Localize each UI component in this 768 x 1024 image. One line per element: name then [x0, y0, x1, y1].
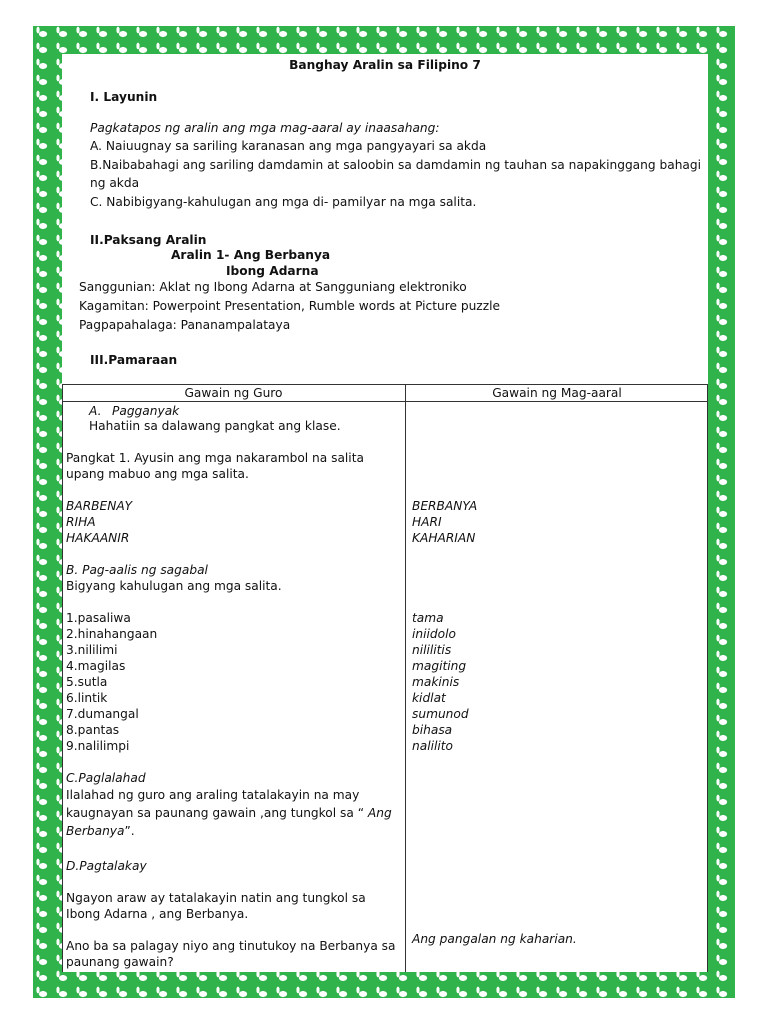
student-answer: Ang pangalan ng kaharian.	[412, 932, 577, 946]
vocab-word: 7.dumangal	[66, 707, 139, 721]
vocab-meaning: magiting	[412, 659, 467, 673]
document-page	[62, 54, 708, 972]
document-title: Banghay Aralin sa Filipino 7	[289, 58, 481, 72]
section-paksang-aralin-heading: II.Paksang Aralin	[90, 233, 207, 247]
pagtalakay-heading: D.Pagtalakay	[66, 859, 147, 873]
unscrambled-word: BERBANYA	[412, 499, 478, 513]
pagganyak-letter: A.	[89, 404, 102, 418]
table-column-divider	[405, 384, 406, 972]
column-header-student: Gawain ng Mag-aaral	[492, 386, 622, 400]
pangkat-line2: upang mabuo ang mga salita.	[66, 467, 249, 481]
ilalahad-line2-text: kaugnayan sa paunang gawain ,ang tungkol sa “	[66, 806, 365, 820]
vocab-word: 6.lintik	[66, 691, 108, 705]
ngayon-line1: Ngayon araw ay tatalakayin natin ang tungkol sa	[66, 891, 366, 905]
vocab-meaning: nalilito	[412, 739, 453, 753]
vocab-word: 3.nililimi	[66, 643, 118, 657]
objective-b-line2: ng akda	[90, 176, 140, 190]
vocab-meaning: kidlat	[412, 691, 446, 705]
sanggunian-line: Sanggunian: Aklat ng Ibong Adarna at Sangguniang elektroniko	[79, 280, 467, 294]
scrambled-word: BARBENAY	[66, 499, 133, 513]
vocab-meaning: tama	[412, 611, 444, 625]
hatiin-line: Hahatiin sa dalawang pangkat ang klase.	[89, 419, 341, 433]
vocab-meaning: bihasa	[412, 723, 453, 737]
vocab-word: 5.sutla	[66, 675, 108, 689]
vocab-word: 8.pantas	[66, 723, 120, 737]
kagamitan-line: Kagamitan: Powerpoint Presentation, Rumble words at Picture puzzle	[79, 299, 500, 313]
ilalahad-end: ”.	[124, 824, 135, 838]
vocab-word: 9.nalilimpi	[66, 739, 130, 753]
table-right-border	[707, 384, 708, 972]
table-left-border	[62, 384, 63, 972]
lesson-title: Aralin 1- Ang Berbanya	[171, 248, 331, 262]
vocab-word: 4.magilas	[66, 659, 126, 673]
objective-a: A. Naiuugnay sa sariling karanasan ang mga pangyayari sa akda	[90, 139, 487, 153]
ilalahad-line1: Ilalahad ng guro ang araling tatalakayin na may	[66, 788, 360, 802]
ilalahad-italic-b: Berbanya	[66, 824, 125, 838]
ilalahad-line2	[66, 805, 392, 821]
ngayon-line2: Ibong Adarna , ang Berbanya.	[66, 907, 249, 921]
pag-aalis-heading: B. Pag-aalis ng sagabal	[66, 563, 208, 577]
unscrambled-word: HARI	[412, 515, 442, 529]
ilalahad-italic-a: Ang	[367, 806, 392, 820]
objective-c: C. Nabibigyang-kahulugan ang mga di- pamilyar na mga salita.	[90, 195, 477, 209]
ilalahad-line3	[66, 823, 135, 839]
section-layunin-heading: I. Layunin	[90, 90, 158, 104]
ano-line2: paunang gawain?	[66, 955, 174, 969]
table-header-border	[62, 401, 708, 402]
vocab-word: 2.hinahangaan	[66, 627, 158, 641]
scrambled-word: HAKAANIR	[66, 531, 130, 545]
column-header-teacher: Gawain ng Guro	[184, 386, 283, 400]
ano-line1: Ano ba sa palagay niyo ang tinutukoy na Berbanya sa	[66, 939, 396, 953]
objectives-intro: Pagkatapos ng aralin ang mga mag-aaral ay inaasahang:	[90, 121, 440, 135]
pagpapahalaga-line: Pagpapahalaga: Pananampalataya	[79, 318, 291, 332]
vocab-meaning: iniidolo	[412, 627, 456, 641]
lesson-subtitle: Ibong Adarna	[226, 264, 319, 278]
unscrambled-word: KAHARIAN	[412, 531, 476, 545]
scrambled-word: RIHA	[66, 515, 96, 529]
pagganyak-heading: Pagganyak	[112, 404, 180, 418]
vocab-meaning: nililitis	[412, 643, 452, 657]
pangkat-line1: Pangkat 1. Ayusin ang mga nakarambol na salita	[66, 451, 364, 465]
bigyang-line: Bigyang kahulugan ang mga salita.	[66, 579, 282, 593]
objective-b-line1: B.Naibabahagi ang sariling damdamin at saloobin sa damdamin ng tauhan sa napakinggang bahagi	[90, 158, 702, 172]
paglalahad-heading: C.Paglalahad	[66, 771, 146, 785]
vocab-meaning: makinis	[412, 675, 460, 689]
section-pamaraan-heading: III.Pamaraan	[90, 353, 178, 367]
vocab-meaning: sumunod	[412, 707, 469, 721]
vocab-word: 1.pasaliwa	[66, 611, 131, 625]
